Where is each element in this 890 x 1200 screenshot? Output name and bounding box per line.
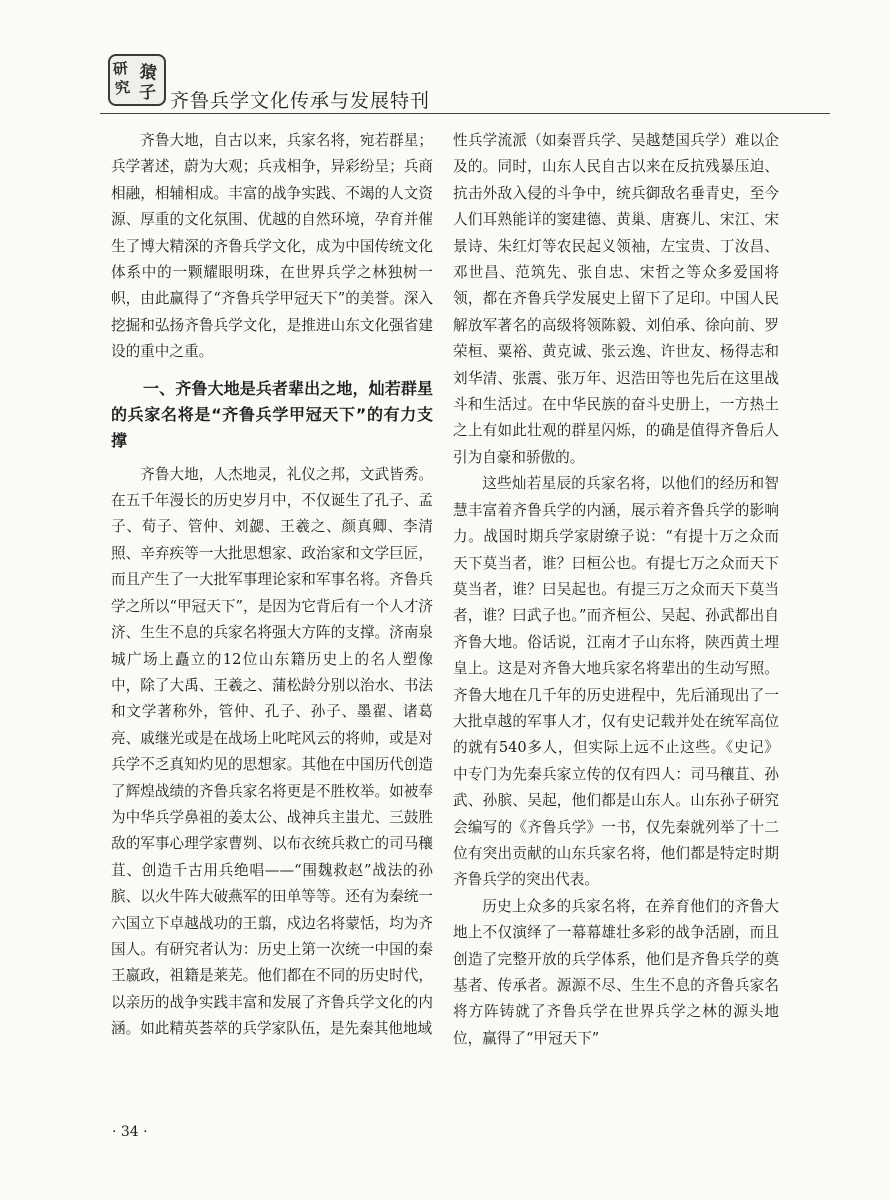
- logo-mark-bottom: 子: [138, 82, 157, 104]
- journal-title: 齐鲁兵学文化传承与发展特刊: [170, 90, 431, 112]
- left-column: [111, 128, 433, 1043]
- body-paragraph: 齐鲁大地，人杰地灵，礼仪之邦，文武皆秀。在五千年漫长的历史岁月中，不仅诞生了孔子、孟子、荀子、管仲、刘勰、王羲之、颜真卿、李清照、辛弃疾等一大批思想家、政治家和文学巨匠，而且产生了一大批军事理论家和军事名将。齐鲁兵学之所以“甲冠天下”，是因为它背后有一个人才济济、生生不息的兵家名将强大方阵的支撑。济南泉城广场上矗立的12位山东籍历史上的名人塑像中，除了大禹、王羲之、蒲松龄分别以治水、书法和文学著称外，管仲、孔子、孙子、墨翟、诸葛亮、戚继光或是在战场上叱咤风云的将帅，或是对兵学不乏真知灼见的思想家。其他在中国历代创造了辉煌战绩的齐鲁兵家名将更是不胜枚举。如被奉为中华兵学鼻祖的姜太公、战神兵主蚩尤、三鼓胜敌的军事心理学家曹刿、以布衣统兵救亡的司马穰苴、创造千古用兵绝唱——“围魏救赵”战法的孙膑、以火牛阵大破燕军的田单等等。还有为秦统一六国立下卓越战功的王翦，戍边名将蒙恬，均为齐国人。有研究者认为：历史上第一次统一中国的秦王嬴政，祖籍是莱芜。他们都在不同的历史时代，以亲历的战争实践丰富和发展了齐鲁兵学文化的内涵。如此精英荟萃的兵学家队伍，是先秦其他地域: [111, 465, 433, 1038]
- body-paragraph: 历史上众多的兵家名将，在养育他们的齐鲁大地上不仅演绎了一幕幕雄壮多彩的战争活剧，而且创造了完整开放的兵学体系，他们是齐鲁兵学的奠基者、传承者。源源不尽、生生不息的齐鲁兵家名将方阵铸就了齐鲁兵学在世界兵学之林的源头地位，赢得了“甲冠天下”: [453, 897, 779, 1047]
- journal-logo: [108, 54, 166, 106]
- body-paragraph: 这些灿若星辰的兵家名将，以他们的经历和智慧丰富着齐鲁兵学的内涵，展示着齐鲁兵学的影响力。战国时期兵学家尉缭子说：“有提十万之众而天下莫当者，谁？曰桓公也。有提七万之众而天下莫当者，谁？曰吴起也。有提三万之众而天下莫当者，谁？曰武子也。”而齐桓公、吴起、孙武都出自齐鲁大地。俗话说，江南才子山东将，陕西黄土埋皇上。这是对齐鲁大地兵家名将辈出的生动写照。齐鲁大地在几千年的历史进程中，先后涌现出了一大批卓越的军事人才，仅有史记载并处在统军高位的就有540多人，但实际上远不止这些。《史记》中专门为先秦兵家立传的仅有四人：司马穰苴、孙武、孙膑、吴起，他们都是山东人。山东孙子研究会编写的《齐鲁兵学》一书，仅先秦就列举了十二位有突出贡献的山东兵家名将，他们都是特定时期齐鲁兵学的突出代表。: [453, 475, 779, 889]
- page-number: · 34 ·: [112, 1124, 148, 1140]
- right-column: [453, 128, 779, 1052]
- logo-mark-top: 猿: [138, 61, 158, 85]
- header-rule: [100, 113, 830, 114]
- intro-paragraph: 齐鲁大地，自古以来，兵家名将，宛若群星；兵学著述，蔚为大观；兵戎相争，异彩纷呈；兵商相融，相辅相成。丰富的战争实践、不竭的人文资源、厚重的文化氛围、优越的自然环境，孕育并催生了博大精深的齐鲁兵学文化，成为中国传统文化体系中的一颗耀眼明珠，在世界兵学之林独树一帜，由此赢得了“齐鲁兵学甲冠天下”的美誉。深入挖掘和弘扬齐鲁兵学文化，是推进山东文化强省建设的重中之重。: [111, 132, 433, 361]
- section-heading: 一、齐鲁大地是兵者辈出之地，灿若群星的兵家名将是“齐鲁兵学甲冠天下”的有力支撑: [111, 378, 433, 450]
- body-paragraph-continued: 性兵学流派（如秦晋兵学、吴越楚国兵学）难以企及的。同时，山东人民自古以来在反抗残暴压迫、抗击外敌入侵的斗争中，统兵御敌名垂青史，至今人们耳熟能详的窦建德、黄巢、唐赛儿、宋江、宋景诗、朱红灯等农民起义领袖，左宝贵、丁汝昌、邓世昌、范筑先、张自忠、宋哲之等众多爱国将领，都在齐鲁兵学发展史上留下了足印。中国人民解放军著名的高级将领陈毅、刘伯承、徐向前、罗荣桓、粟裕、黄克诚、张云逸、许世友、杨得志和刘华清、张震、张万年、迟浩田等也先后在这里战斗和生活过。在中华民族的奋斗史册上，一方热土之上有如此壮观的群星闪烁，的确是值得齐鲁后人引为自豪和骄傲的。: [453, 132, 779, 466]
- page-header: [100, 48, 820, 112]
- logo-seal-text: 研 究: [111, 59, 130, 98]
